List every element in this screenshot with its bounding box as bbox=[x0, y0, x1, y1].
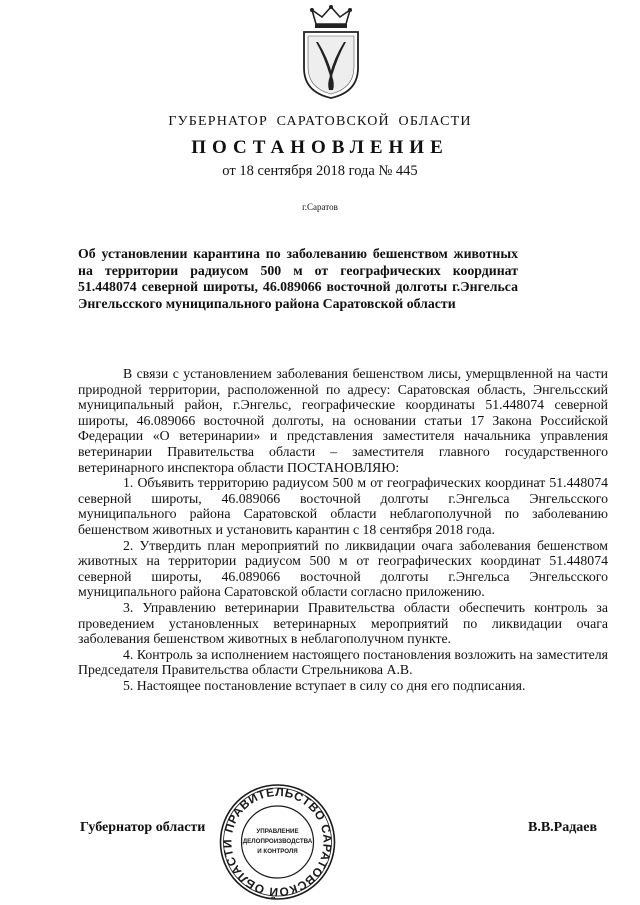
issue-city: г.Саратов bbox=[302, 202, 338, 212]
document-date-number: от 18 сентября 2018 года № 445 bbox=[222, 163, 418, 179]
stamp-center-line-2: ДЕЛОПРОИЗВОДСТВА bbox=[242, 838, 313, 845]
stamp-ring-text: ПРАВИТЕЛЬСТВО САРАТОВСКОЙ ОБЛАСТИ bbox=[220, 784, 335, 900]
document-subject: Об установлении карантина по заболеванию бешенством животных на территории радиусом 500 м от географических координат 51.448074 северной широты, 46.089066 восточной долготы г.Энгельса Энгельсского муниципального района Саратовской области bbox=[78, 246, 518, 311]
official-stamp bbox=[210, 783, 345, 901]
stamp-center-line-3: И КОНТРОЛЯ bbox=[257, 848, 298, 855]
document-type-title: ПОСТАНОВЛЕНИЕ bbox=[191, 137, 449, 158]
document-body bbox=[78, 366, 608, 693]
resolution-item-1: 1. Объявить территорию радиусом 500 м от географических координат 51.448074 северной широты, 46.089066 восточной долготы г.Энгельса Энгельсского муниципального района Саратовской области неблагополучной по заболеванию бешенством животных и установить карантин с 18 сентября 2018 года. bbox=[78, 475, 608, 537]
issuing-authority: ГУБЕРНАТОР САРАТОВСКОЙ ОБЛАСТИ bbox=[168, 114, 472, 129]
preamble-paragraph: В связи с установлением заболевания бешенством лисы, умерщвленной на части природной территории, расположенной по адресу: Саратовская область, Энгельсский муниципальный район, г.Энгельс, географические координаты 51.448074 северной широты, 46.089066 восточной долготы, на основании статьи 17 Закона Российской Федерации «О ветеринарии» и представления заместителя начальника управления ветеринарии Правительства области – заместителя главного государственного ветеринарного инспектора области ПОСТАНОВЛЯЮ: bbox=[78, 366, 608, 475]
signatory-title: Губернатор области bbox=[80, 820, 206, 835]
resolution-item-5: 5. Настоящее постановление вступает в силу со дня его подписания. bbox=[123, 677, 526, 693]
resolution-item-2: 2. Утвердить план мероприятий по ликвидации очага заболевания бешенством животных на территории радиусом 500 м от географических координат 51.448074 северной широты, 46.089066 восточной долготы г.Энгельса Энгельсского муниципального района Саратовской области согласно приложению. bbox=[78, 537, 608, 600]
resolution-item-4: 4. Контроль за исполнением настоящего постановления возложить на заместителя Председателя Правительства области Стрельникова А.В. bbox=[78, 646, 608, 678]
resolution-item-3: 3. Управлению ветеринарии Правительства области обеспечить контроль за проведением установленных ветеринарных мероприятий по ликвидации очага заболевания бешенством животных в неблагополучном пункте. bbox=[78, 599, 608, 647]
saratov-coat-of-arms-icon bbox=[294, 4, 368, 100]
signatory-name: В.В.Радаев bbox=[528, 820, 598, 835]
stamp-center-line-1: УПРАВЛЕНИЕ bbox=[256, 828, 299, 835]
